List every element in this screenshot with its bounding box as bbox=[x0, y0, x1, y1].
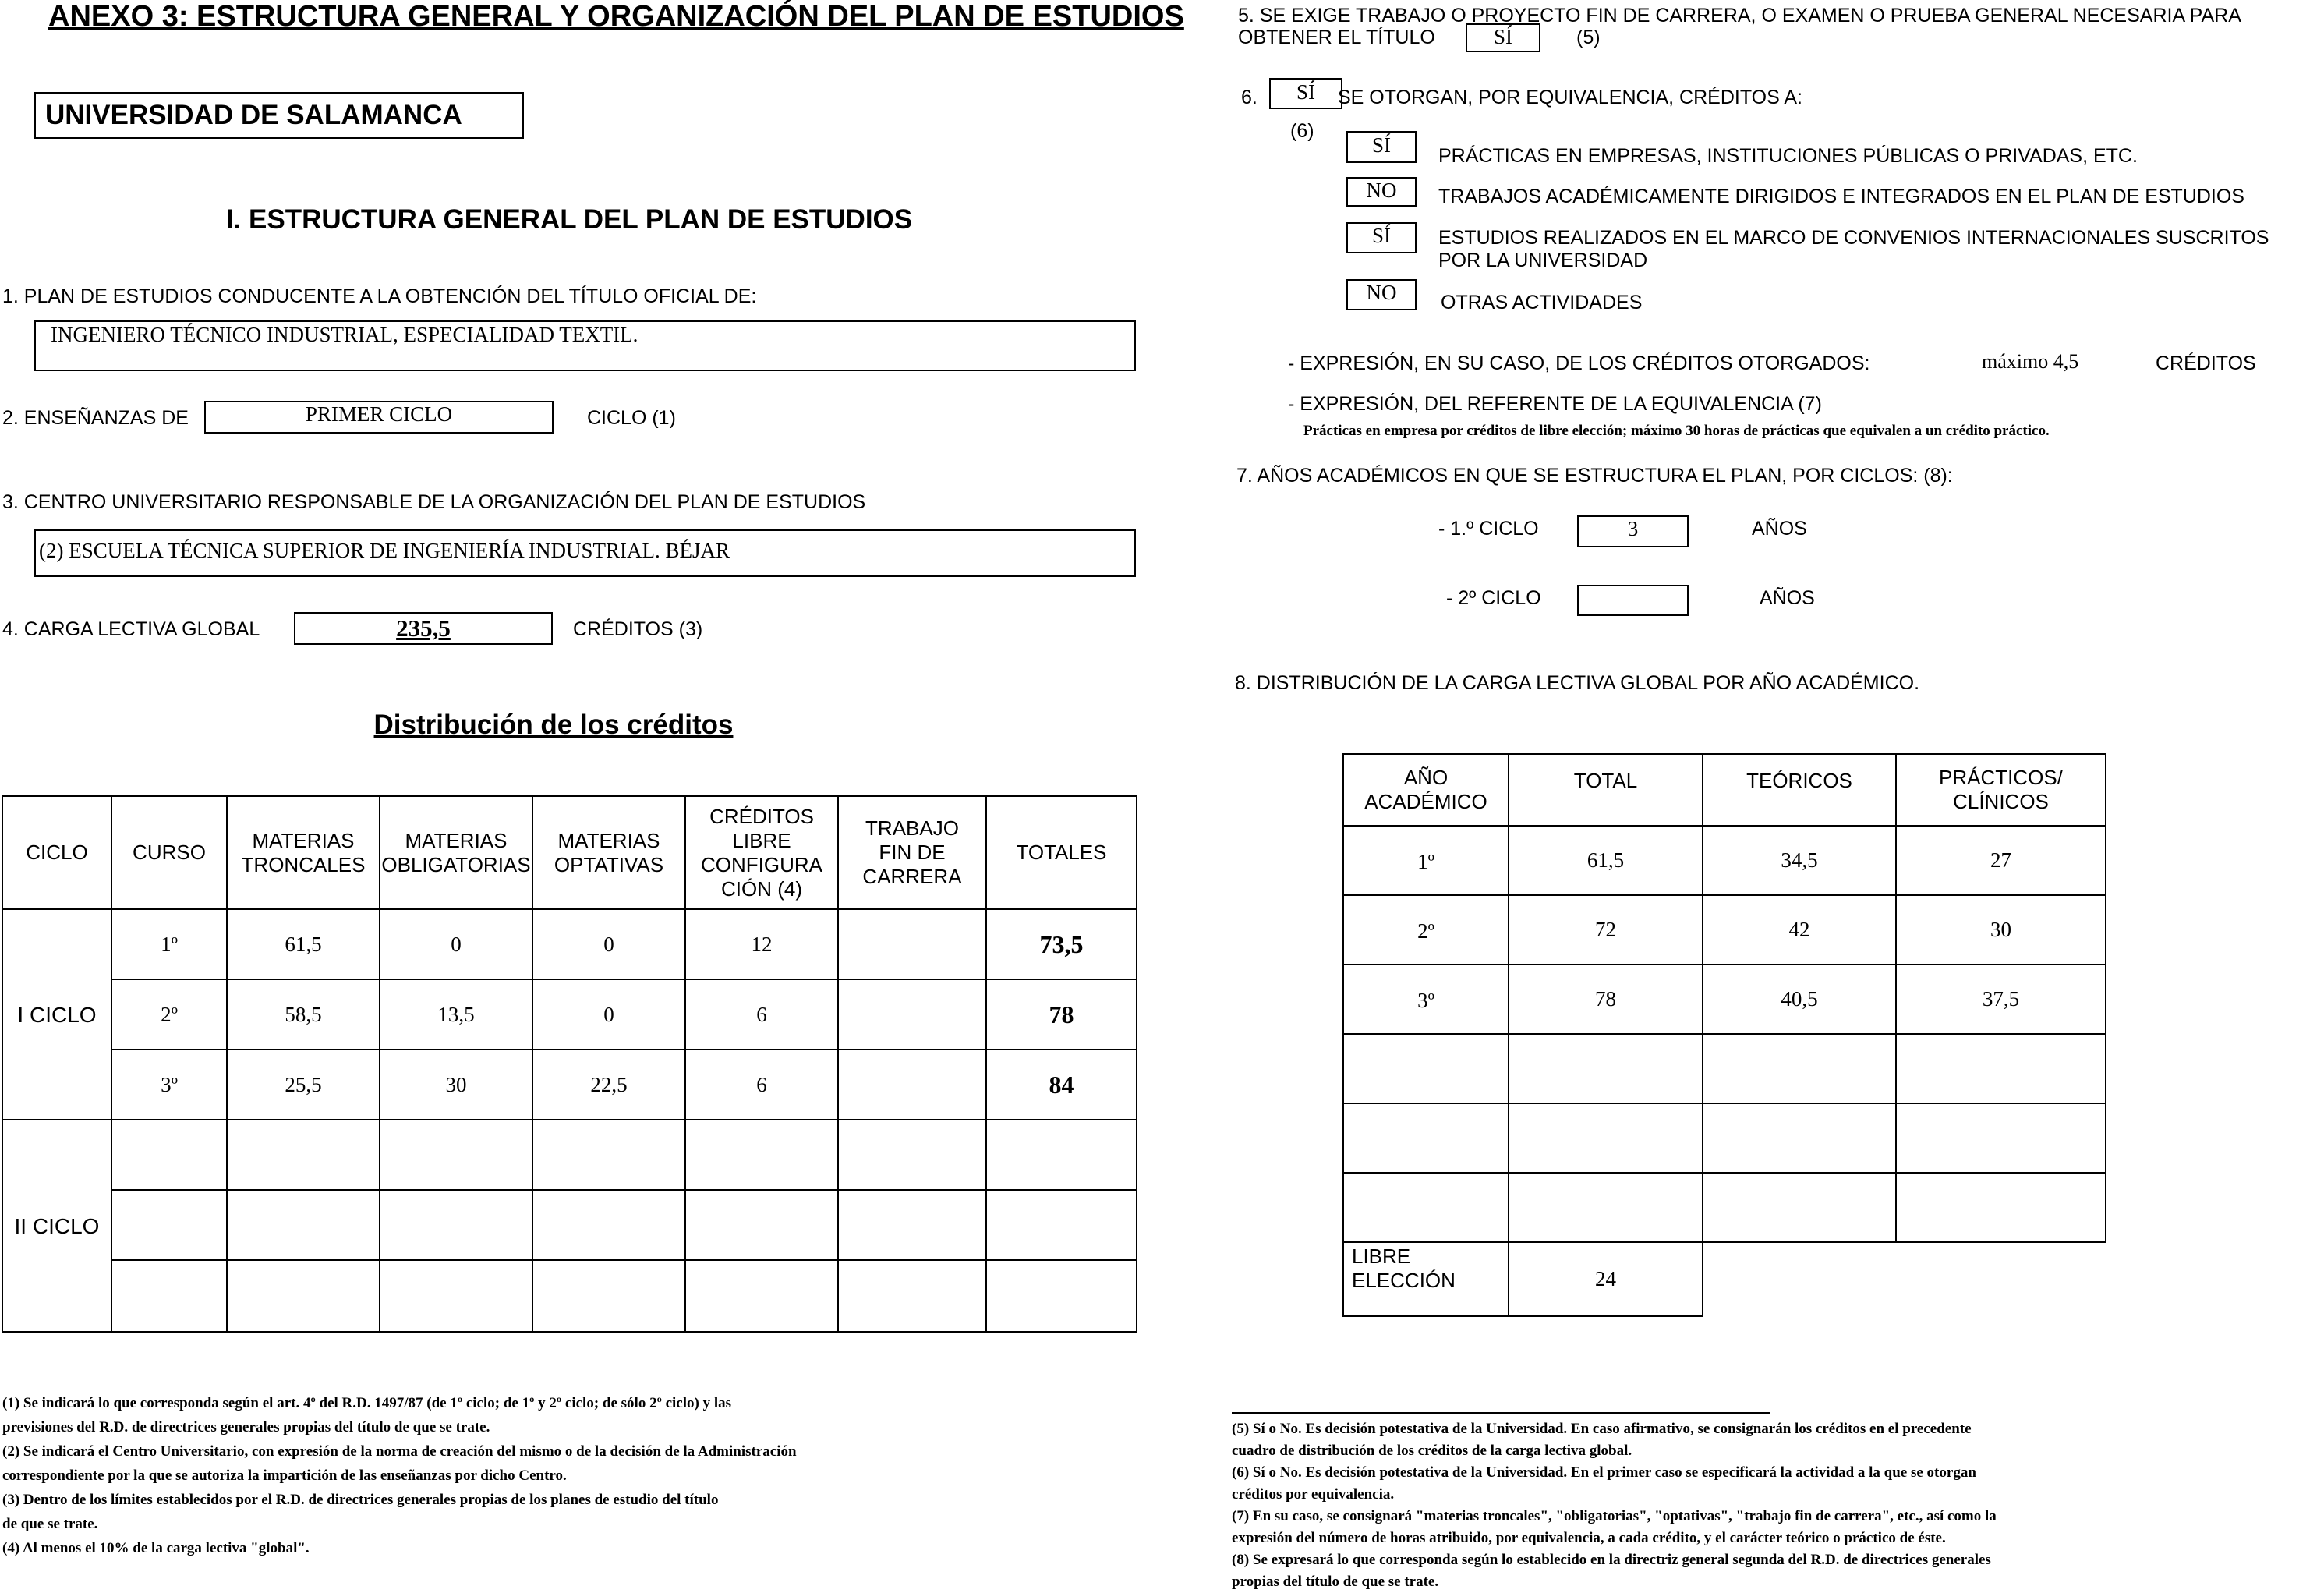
ciclo2-years-box bbox=[1577, 585, 1689, 616]
header-curso: CURSO bbox=[111, 796, 227, 909]
option1-value: SÍ bbox=[1371, 133, 1391, 157]
obligatorias-cell: 13,5 bbox=[380, 979, 532, 1050]
expr1-value: máximo 4,5 bbox=[1982, 350, 2079, 373]
obligatorias-cell: 30 bbox=[380, 1050, 532, 1120]
item4-value: 235,5 bbox=[396, 614, 451, 642]
optativas-cell: 0 bbox=[532, 909, 685, 979]
table-row bbox=[2, 979, 1137, 1050]
item2-label: 2. ENSEÑANZAS DE bbox=[2, 407, 189, 429]
header-obligatorias: MATERIAS OBLIGATORIAS bbox=[380, 796, 532, 909]
distribution-title: Distribución de los créditos bbox=[373, 710, 734, 740]
anio-cell: 3º bbox=[1343, 965, 1509, 1034]
total-cell: 61,5 bbox=[1509, 826, 1703, 895]
header-total: TOTAL bbox=[1509, 754, 1703, 826]
item1-value: INGENIERO TÉCNICO INDUSTRIAL, ESPECIALIDAD TEXTIL. bbox=[51, 323, 638, 346]
item3-label: 3. CENTRO UNIVERSITARIO RESPONSABLE DE LA ORGANIZACIÓN DEL PLAN DE ESTUDIOS bbox=[2, 491, 866, 513]
annex-title: ANEXO 3: ESTRUCTURA GENERAL Y ORGANIZACIÓN DEL PLAN DE ESTUDIOS bbox=[48, 0, 1184, 33]
anio-cell: 1º bbox=[1343, 826, 1509, 895]
header-anio: AÑO ACADÉMICO bbox=[1343, 754, 1509, 826]
item1-label: 1. PLAN DE ESTUDIOS CONDUCENTE A LA OBTENCIÓN DEL TÍTULO OFICIAL DE: bbox=[2, 285, 757, 307]
teoricos-cell: 40,5 bbox=[1703, 965, 1896, 1034]
trabajo-cell bbox=[838, 1050, 986, 1120]
header-practicos: PRÁCTICOS/ CLÍNICOS bbox=[1896, 754, 2106, 826]
practicos-cell: 37,5 bbox=[1896, 965, 2106, 1034]
option2-label: TRABAJOS ACADÉMICAMENTE DIRIGIDOS E INTEGRADOS EN EL PLAN DE ESTUDIOS bbox=[1438, 186, 2244, 207]
ciclo1-years-label: - 1.º CICLO bbox=[1438, 518, 1539, 540]
item5-value: SÍ bbox=[1493, 25, 1512, 48]
header-ciclo: CICLO bbox=[2, 796, 111, 909]
libre-cell: 12 bbox=[685, 909, 838, 979]
item6-note: (6) bbox=[1290, 120, 1314, 142]
option3-label-line2: POR LA UNIVERSIDAD bbox=[1438, 250, 1648, 271]
option3-label: ESTUDIOS REALIZADOS EN EL MARCO DE CONVENIOS INTERNACIONALES SUSCRITOS bbox=[1438, 227, 2269, 249]
ciclo1-years-value: 3 bbox=[1627, 517, 1639, 540]
item2-value: PRIMER CICLO bbox=[305, 402, 453, 426]
total-cell: 73,5 bbox=[986, 909, 1137, 979]
total-cell: 72 bbox=[1509, 895, 1703, 965]
table-row bbox=[1343, 965, 2106, 1034]
anio-cell: 2º bbox=[1343, 895, 1509, 965]
libre-eleccion-value: 24 bbox=[1509, 1242, 1703, 1316]
curso-cell: 2º bbox=[111, 979, 227, 1050]
header-trabajo-fin-carrera: TRABAJO FIN DE CARRERA bbox=[838, 796, 986, 909]
total-cell: 78 bbox=[986, 979, 1137, 1050]
practicos-cell: 27 bbox=[1896, 826, 2106, 895]
item6-label: SE OTORGAN, POR EQUIVALENCIA, CRÉDITOS A: bbox=[1338, 87, 1802, 108]
header-totales: TOTALES bbox=[986, 796, 1137, 909]
ciclo1-label: I CICLO bbox=[2, 909, 111, 1120]
libre-cell: 6 bbox=[685, 1050, 838, 1120]
table-row bbox=[1343, 826, 2106, 895]
header-libre-configuracion: CRÉDITOS LIBRE CONFIGURA CIÓN (4) bbox=[685, 796, 838, 909]
item3-value: (2) ESCUELA TÉCNICA SUPERIOR DE INGENIERÍA INDUSTRIAL. BÉJAR bbox=[39, 539, 730, 562]
ciclo2-years-label: - 2º CICLO bbox=[1446, 587, 1541, 609]
item4-suffix: CRÉDITOS (3) bbox=[573, 618, 703, 640]
obligatorias-cell: 0 bbox=[380, 909, 532, 979]
table-row bbox=[1343, 1173, 2106, 1242]
item5-line1: 5. SE EXIGE TRABAJO O PROYECTO FIN DE CARRERA, O EXAMEN O PRUEBA GENERAL NECESARIA PARA bbox=[1238, 5, 2241, 27]
table-row bbox=[1343, 1242, 2106, 1316]
troncales-cell: 61,5 bbox=[227, 909, 380, 979]
total-cell: 84 bbox=[986, 1050, 1137, 1120]
practicos-cell: 30 bbox=[1896, 895, 2106, 965]
troncales-cell: 58,5 bbox=[227, 979, 380, 1050]
table-row bbox=[1343, 1103, 2106, 1173]
table-row bbox=[1343, 1034, 2106, 1103]
optativas-cell: 0 bbox=[532, 979, 685, 1050]
item4-label: 4. CARGA LECTIVA GLOBAL bbox=[2, 618, 260, 640]
section-title: I. ESTRUCTURA GENERAL DEL PLAN DE ESTUDIOS bbox=[225, 204, 913, 235]
item6-number: 6. bbox=[1241, 87, 1258, 108]
libre-cell: 6 bbox=[685, 979, 838, 1050]
option3-value: SÍ bbox=[1371, 224, 1391, 247]
option2-value: NO bbox=[1366, 179, 1397, 202]
trabajo-cell bbox=[838, 909, 986, 979]
option4-value: NO bbox=[1366, 281, 1397, 304]
total-cell: 78 bbox=[1509, 965, 1703, 1034]
teoricos-cell: 34,5 bbox=[1703, 826, 1896, 895]
table-row bbox=[2, 909, 1137, 979]
table-row bbox=[2, 1120, 1137, 1190]
header-troncales: MATERIAS TRONCALES bbox=[227, 796, 380, 909]
expr1-unit: CRÉDITOS bbox=[2156, 352, 2256, 374]
year-distribution-table bbox=[1342, 753, 2106, 1317]
expr2-label: - EXPRESIÓN, DEL REFERENTE DE LA EQUIVALENCIA (7) bbox=[1288, 393, 1822, 415]
curso-cell: 1º bbox=[111, 909, 227, 979]
table-row bbox=[2, 1260, 1137, 1332]
expr1-label: - EXPRESIÓN, EN SU CASO, DE LOS CRÉDITOS OTORGADOS: bbox=[1288, 352, 1870, 374]
item8-label: 8. DISTRIBUCIÓN DE LA CARGA LECTIVA GLOBAL POR AÑO ACADÉMICO. bbox=[1235, 672, 1920, 694]
trabajo-cell bbox=[838, 979, 986, 1050]
teoricos-cell: 42 bbox=[1703, 895, 1896, 965]
expr2-value: Prácticas en empresa por créditos de libre elección; máximo 30 horas de prácticas que equivalen a un crédito práctico. bbox=[1303, 423, 2050, 439]
left-footnotes: (1) Se indicará lo que corresponda según el art. 4º del R.D. 1497/87 (de 1º ciclo; de 1º y 2º ciclo; de sólo 2º ciclo) y las previsiones del R.D. de directrices generales propias del título de que se trate. (2) Se indicará el Centro Universitario, con expresión de la norma de creación del mismo o de la decisión de la Administración correspondiente por la que se autoriza la impartición de las enseñanzas por dicho Centro. (3) Dentro de los límites establecidos por el R.D. de directrices generales propias de los planes de estudio del título de que se trate. (4) Al menos el 10% de la carga lectiva "global". bbox=[2, 1395, 797, 1556]
curso-cell: 3º bbox=[111, 1050, 227, 1120]
item5-line2: OBTENER EL TÍTULO bbox=[1238, 27, 1435, 48]
header-optativas: MATERIAS OPTATIVAS bbox=[532, 796, 685, 909]
right-footnotes: (5) Sí o No. Es decisión potestativa de la Universidad. En caso afirmativo, se consignarán los créditos en el precedente cuadro de distribución de los créditos de la carga lectiva global. (6) Sí o No. Es decisión potestativa de la Universidad. En el primer caso se especificará la actividad a la que se otorgan créditos por equivalencia. (7) En su caso, se consignará "materias troncales", "obligatorias", "optativas", "trabajo fin de carrera", etc., así como la expresión del número de horas atribuido, por equivalencia, a cada crédito, y el carácter teórico o práctico de éste. (8) Se expresará lo que corresponda según lo establecido en la directriz general segunda del R.D. de directrices generales propias del título de que se trate. bbox=[1232, 1421, 1997, 1590]
credits-table bbox=[2, 795, 1137, 1333]
table-row bbox=[1343, 895, 2106, 965]
header-teoricos: TEÓRICOS bbox=[1703, 754, 1896, 826]
libre-eleccion-label: LIBRE ELECCIÓN bbox=[1343, 1242, 1509, 1316]
item6-value: SÍ bbox=[1296, 80, 1315, 104]
footnote-divider bbox=[1232, 1412, 1770, 1414]
option4-label: OTRAS ACTIVIDADES bbox=[1441, 292, 1643, 313]
table-row bbox=[2, 1190, 1137, 1260]
item7-label: 7. AÑOS ACADÉMICOS EN QUE SE ESTRUCTURA EL PLAN, POR CICLOS: (8): bbox=[1236, 465, 1953, 487]
optativas-cell: 22,5 bbox=[532, 1050, 685, 1120]
ciclo2-label: II CICLO bbox=[2, 1120, 111, 1332]
table-row bbox=[2, 1050, 1137, 1120]
ciclo1-years-unit: AÑOS bbox=[1752, 518, 1807, 540]
item2-suffix: CICLO (1) bbox=[587, 407, 676, 429]
ciclo2-years-unit: AÑOS bbox=[1760, 587, 1815, 609]
university-name: UNIVERSIDAD DE SALAMANCA bbox=[45, 100, 462, 130]
option1-label: PRÁCTICAS EN EMPRESAS, INSTITUCIONES PÚBLICAS O PRIVADAS, ETC. bbox=[1438, 145, 2138, 167]
item5-note: (5) bbox=[1576, 27, 1601, 48]
troncales-cell: 25,5 bbox=[227, 1050, 380, 1120]
